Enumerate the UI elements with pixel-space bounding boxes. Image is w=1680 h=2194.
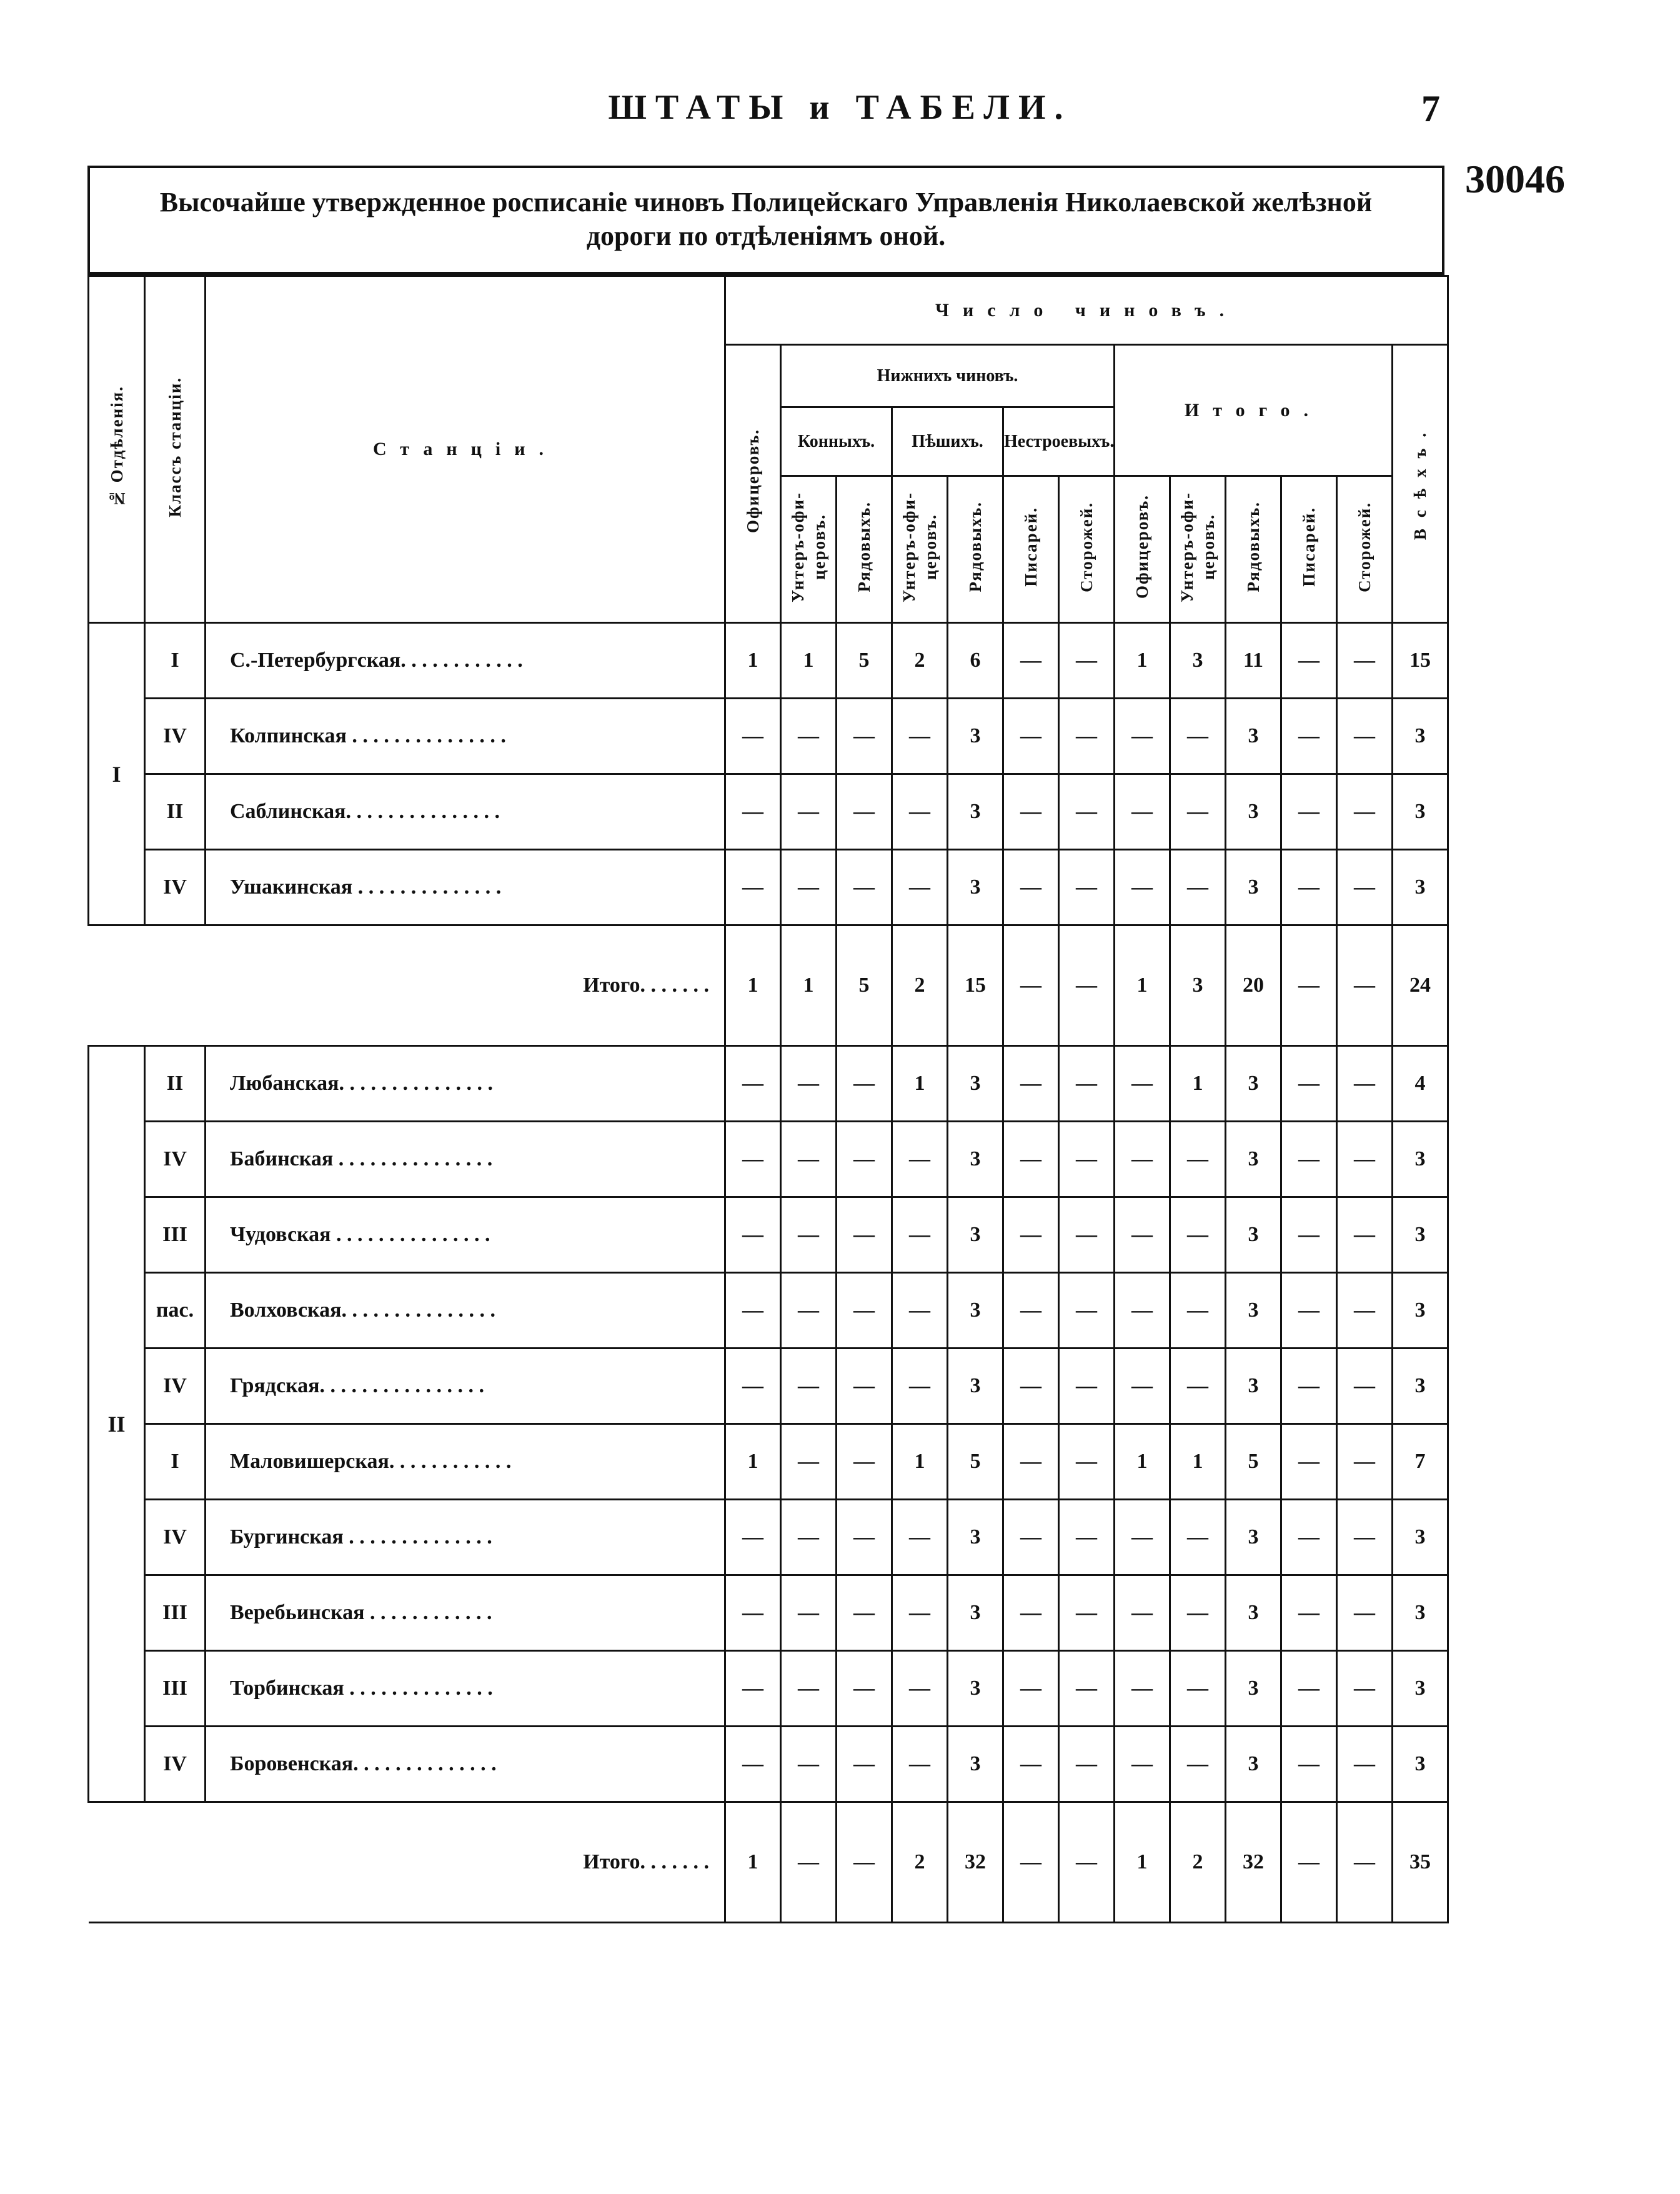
header-dept: № Отдѣленія. <box>89 276 145 623</box>
value-cell: — <box>1059 1122 1115 1197</box>
station-class: II <box>145 1046 206 1122</box>
value-cell: — <box>1115 699 1170 774</box>
value-cell: — <box>1003 1575 1059 1651</box>
running-head: ШТАТЫ и ТАБЕЛИ. <box>608 88 1072 127</box>
table-row <box>89 1424 1448 1500</box>
value-cell: 3 <box>1226 1122 1281 1197</box>
total-value-cell: 3 <box>1170 925 1226 1046</box>
station-name: Веребьинская . . . . . . . . . . . . <box>206 1575 725 1651</box>
value-cell: — <box>1059 1197 1115 1273</box>
total-value-cell: — <box>1003 925 1059 1046</box>
value-cell: 3 <box>1226 850 1281 925</box>
station-class: III <box>145 1575 206 1651</box>
stamp-number: 30046 <box>1465 157 1565 201</box>
value-cell: — <box>1281 623 1337 699</box>
value-cell: — <box>1115 1273 1170 1349</box>
total-value-cell: 15 <box>948 925 1003 1046</box>
value-cell: 1 <box>1170 1046 1226 1122</box>
value-cell: 1 <box>781 623 837 699</box>
value-cell: — <box>1337 1197 1393 1273</box>
value-cell: 4 <box>1393 1046 1448 1122</box>
value-cell: — <box>837 1273 892 1349</box>
value-cell: 1 <box>892 1046 948 1122</box>
header-mounted: Конныхъ. <box>781 407 892 476</box>
station-name: Грядская. . . . . . . . . . . . . . . . <box>206 1349 725 1424</box>
value-cell: — <box>892 1273 948 1349</box>
value-cell: 3 <box>1226 1046 1281 1122</box>
table-row <box>89 1349 1448 1424</box>
value-cell: 3 <box>1393 1197 1448 1273</box>
value-cell: 3 <box>948 1046 1003 1122</box>
value-cell: 5 <box>837 623 892 699</box>
value-cell: — <box>1170 699 1226 774</box>
value-cell: — <box>1115 1575 1170 1651</box>
station-name: Чудовская . . . . . . . . . . . . . . . <box>206 1197 725 1273</box>
value-cell: — <box>1170 1197 1226 1273</box>
value-cell: — <box>1003 1424 1059 1500</box>
value-cell: — <box>837 1424 892 1500</box>
value-cell: 3 <box>948 1122 1003 1197</box>
value-cell: 3 <box>1226 774 1281 850</box>
table-row <box>89 1575 1448 1651</box>
total-value-cell: 2 <box>892 1802 948 1923</box>
value-cell: — <box>781 850 837 925</box>
value-cell: — <box>892 1500 948 1575</box>
value-cell: — <box>1003 1651 1059 1727</box>
value-cell: — <box>781 1197 837 1273</box>
value-cell: — <box>1281 1500 1337 1575</box>
station-class: IV <box>145 699 206 774</box>
value-cell: — <box>1059 1424 1115 1500</box>
value-cell: — <box>1281 1727 1337 1802</box>
value-cell: 3 <box>948 1349 1003 1424</box>
value-cell: — <box>1337 1500 1393 1575</box>
value-cell: — <box>1281 1651 1337 1727</box>
value-cell: — <box>781 1424 837 1500</box>
table-row <box>89 1122 1448 1197</box>
value-cell: — <box>781 1500 837 1575</box>
value-cell: — <box>1170 1575 1226 1651</box>
value-cell: — <box>1281 1349 1337 1424</box>
total-value-cell: 24 <box>1393 925 1448 1046</box>
value-cell: — <box>1337 699 1393 774</box>
value-cell: 1 <box>1115 1424 1170 1500</box>
value-cell: — <box>1115 774 1170 850</box>
value-cell: 5 <box>1226 1424 1281 1500</box>
value-cell: — <box>725 1575 781 1651</box>
value-cell: — <box>1115 1122 1170 1197</box>
total-value-cell: 32 <box>1226 1802 1281 1923</box>
total-value-cell: — <box>1059 925 1115 1046</box>
total-value-cell: 1 <box>725 925 781 1046</box>
table-row <box>89 1197 1448 1273</box>
value-cell: — <box>1059 699 1115 774</box>
header-non-combat: Нестроевыхъ. <box>1003 407 1115 476</box>
value-cell: — <box>1170 1727 1226 1802</box>
total-value-cell: 1 <box>1115 1802 1170 1923</box>
value-cell: — <box>837 1727 892 1802</box>
station-class: III <box>145 1651 206 1727</box>
value-cell: — <box>781 1651 837 1727</box>
value-cell: — <box>1059 1349 1115 1424</box>
value-cell: — <box>1337 774 1393 850</box>
total-value-cell: — <box>1281 1802 1337 1923</box>
value-cell: — <box>1003 1500 1059 1575</box>
value-cell: 3 <box>1226 1273 1281 1349</box>
station-class: IV <box>145 850 206 925</box>
value-cell: — <box>1337 1727 1393 1802</box>
value-cell: — <box>837 699 892 774</box>
station-name: Бабинская . . . . . . . . . . . . . . . <box>206 1122 725 1197</box>
value-cell: 3 <box>1226 1651 1281 1727</box>
subheader-9: Писарей. <box>1281 476 1337 623</box>
value-cell: — <box>781 1273 837 1349</box>
value-cell: 3 <box>948 1651 1003 1727</box>
value-cell: — <box>725 1122 781 1197</box>
value-cell: — <box>1003 1349 1059 1424</box>
value-cell: — <box>781 1727 837 1802</box>
value-cell: 3 <box>948 1273 1003 1349</box>
value-cell: — <box>1281 1122 1337 1197</box>
station-class: I <box>145 623 206 699</box>
value-cell: — <box>837 774 892 850</box>
value-cell: 3 <box>1393 850 1448 925</box>
value-cell: 3 <box>948 1727 1003 1802</box>
station-class: пас. <box>145 1273 206 1349</box>
value-cell: — <box>1337 850 1393 925</box>
total-value-cell: — <box>1281 925 1337 1046</box>
value-cell: — <box>1337 1575 1393 1651</box>
value-cell: 3 <box>1226 1500 1281 1575</box>
total-value-cell: 35 <box>1393 1802 1448 1923</box>
total-value-cell: — <box>1337 925 1393 1046</box>
value-cell: 3 <box>1226 699 1281 774</box>
subheader-6: Офицеровъ. <box>1115 476 1170 623</box>
value-cell: — <box>1003 774 1059 850</box>
value-cell: — <box>1003 623 1059 699</box>
value-cell: — <box>1115 1197 1170 1273</box>
value-cell: — <box>725 774 781 850</box>
table-row <box>89 1046 1448 1122</box>
value-cell: — <box>781 1349 837 1424</box>
total-row <box>89 925 1448 1046</box>
value-cell: — <box>725 1500 781 1575</box>
value-cell: 1 <box>1115 623 1170 699</box>
station-name: Колпинская . . . . . . . . . . . . . . . <box>206 699 725 774</box>
value-cell: — <box>1337 1122 1393 1197</box>
value-cell: — <box>837 1197 892 1273</box>
subheader-10: Сторожей. <box>1337 476 1393 623</box>
value-cell: — <box>1059 1651 1115 1727</box>
subheader-4: Писарей. <box>1003 476 1059 623</box>
value-cell: — <box>1003 1197 1059 1273</box>
subheader-1: Рядовыхъ. <box>837 476 892 623</box>
header-lower-ranks: Нижнихъ чиновъ. <box>781 345 1115 407</box>
value-cell: 3 <box>1393 1273 1448 1349</box>
station-class: IV <box>145 1349 206 1424</box>
station-class: IV <box>145 1727 206 1802</box>
value-cell: — <box>1170 1500 1226 1575</box>
station-name: Саблинская. . . . . . . . . . . . . . . <box>206 774 725 850</box>
value-cell: — <box>837 1500 892 1575</box>
header-stations: Станціи. <box>206 276 725 623</box>
value-cell: — <box>1059 774 1115 850</box>
header-all: Всѣхъ. <box>1393 345 1448 623</box>
total-value-cell: 1 <box>725 1802 781 1923</box>
value-cell: — <box>781 1122 837 1197</box>
total-value-cell: 1 <box>1115 925 1170 1046</box>
station-name: Бургинская . . . . . . . . . . . . . . <box>206 1500 725 1575</box>
total-value-cell: 32 <box>948 1802 1003 1923</box>
value-cell: 7 <box>1393 1424 1448 1500</box>
value-cell: — <box>1059 1273 1115 1349</box>
subheader-2: Унтеръ-офи- церовъ. <box>892 476 948 623</box>
station-name: Ушакинская . . . . . . . . . . . . . . <box>206 850 725 925</box>
value-cell: — <box>1281 1046 1337 1122</box>
dept-number: II <box>89 1046 145 1802</box>
total-value-cell: — <box>781 1802 837 1923</box>
value-cell: — <box>892 850 948 925</box>
total-value-cell: — <box>1059 1802 1115 1923</box>
value-cell: 1 <box>725 1424 781 1500</box>
table-row <box>89 1500 1448 1575</box>
value-cell: 1 <box>725 623 781 699</box>
value-cell: — <box>892 1575 948 1651</box>
header-total-group: Итого. <box>1115 345 1393 476</box>
total-row <box>89 1802 1448 1923</box>
value-cell: 3 <box>1393 1575 1448 1651</box>
value-cell: — <box>837 1046 892 1122</box>
value-cell: — <box>1281 1575 1337 1651</box>
value-cell: 6 <box>948 623 1003 699</box>
total-value-cell: — <box>837 1802 892 1923</box>
value-cell: — <box>837 1349 892 1424</box>
total-value-cell: 1 <box>781 925 837 1046</box>
value-cell: 3 <box>1393 699 1448 774</box>
value-cell: — <box>1059 1575 1115 1651</box>
value-cell: — <box>1059 623 1115 699</box>
station-name: Маловишерская. . . . . . . . . . . . <box>206 1424 725 1500</box>
subheader-3: Рядовыхъ. <box>948 476 1003 623</box>
station-name: Любанская. . . . . . . . . . . . . . . <box>206 1046 725 1122</box>
value-cell: — <box>892 1197 948 1273</box>
value-cell: 3 <box>1393 1727 1448 1802</box>
total-value-cell: 2 <box>892 925 948 1046</box>
total-value-cell: — <box>1003 1802 1059 1923</box>
header-count-of-ranks: Число чиновъ. <box>725 276 1448 345</box>
station-name: Боровенская. . . . . . . . . . . . . . <box>206 1727 725 1802</box>
value-cell: — <box>1337 1424 1393 1500</box>
value-cell: — <box>892 1651 948 1727</box>
value-cell: 3 <box>1393 1122 1448 1197</box>
header-station-class: Классъ станціи. <box>145 276 206 623</box>
value-cell: — <box>1281 850 1337 925</box>
value-cell: — <box>837 1575 892 1651</box>
station-class: IV <box>145 1500 206 1575</box>
table-row <box>89 774 1448 850</box>
station-name: С.-Петербургская. . . . . . . . . . . . <box>206 623 725 699</box>
value-cell: — <box>725 1273 781 1349</box>
total-label: Итого. . . . . . . <box>89 925 725 1046</box>
value-cell: 3 <box>1226 1727 1281 1802</box>
value-cell: 3 <box>1226 1197 1281 1273</box>
value-cell: — <box>1170 850 1226 925</box>
table-row <box>89 850 1448 925</box>
value-cell: — <box>892 699 948 774</box>
page-number: 7 <box>1421 88 1440 129</box>
value-cell: — <box>725 1349 781 1424</box>
value-cell: — <box>892 774 948 850</box>
value-cell: 3 <box>948 850 1003 925</box>
value-cell: — <box>1281 1424 1337 1500</box>
value-cell: 3 <box>1393 1651 1448 1727</box>
value-cell: 2 <box>892 623 948 699</box>
total-value-cell: 5 <box>837 925 892 1046</box>
value-cell: 3 <box>948 774 1003 850</box>
value-cell: 5 <box>948 1424 1003 1500</box>
value-cell: — <box>837 850 892 925</box>
value-cell: — <box>1115 1727 1170 1802</box>
value-cell: — <box>725 1046 781 1122</box>
value-cell: 3 <box>1393 1500 1448 1575</box>
value-cell: 3 <box>948 699 1003 774</box>
value-cell: 3 <box>1393 774 1448 850</box>
value-cell: — <box>1059 850 1115 925</box>
value-cell: — <box>1337 1273 1393 1349</box>
subheader-0: Унтеръ-офи- церовъ. <box>781 476 837 623</box>
station-class: III <box>145 1197 206 1273</box>
subheader-7: Унтеръ-офи- церовъ. <box>1170 476 1226 623</box>
value-cell: 3 <box>1170 623 1226 699</box>
total-value-cell: 20 <box>1226 925 1281 1046</box>
value-cell: — <box>1170 1651 1226 1727</box>
value-cell: — <box>1059 1727 1115 1802</box>
value-cell: — <box>837 1122 892 1197</box>
value-cell: — <box>1003 699 1059 774</box>
value-cell: — <box>1115 1046 1170 1122</box>
value-cell: 3 <box>948 1500 1003 1575</box>
value-cell: — <box>1115 1651 1170 1727</box>
value-cell: — <box>725 1651 781 1727</box>
dept-number: I <box>89 623 145 925</box>
station-name: Волховская. . . . . . . . . . . . . . . <box>206 1273 725 1349</box>
value-cell: — <box>1115 850 1170 925</box>
value-cell: — <box>781 1575 837 1651</box>
value-cell: — <box>1003 1046 1059 1122</box>
value-cell: — <box>1281 774 1337 850</box>
subheader-8: Рядовыхъ. <box>1226 476 1281 623</box>
header-officers: Офицеровъ. <box>725 345 781 623</box>
value-cell: 3 <box>1393 1349 1448 1424</box>
value-cell: 11 <box>1226 623 1281 699</box>
header-foot: Пѣшихъ. <box>892 407 1003 476</box>
value-cell: — <box>1281 1273 1337 1349</box>
value-cell: — <box>1281 699 1337 774</box>
table-row <box>89 699 1448 774</box>
value-cell: — <box>1115 1349 1170 1424</box>
value-cell: — <box>1003 1273 1059 1349</box>
table-row <box>89 1273 1448 1349</box>
total-label: Итого. . . . . . . <box>89 1802 725 1923</box>
value-cell: — <box>1337 1046 1393 1122</box>
value-cell: — <box>1115 1500 1170 1575</box>
value-cell: 15 <box>1393 623 1448 699</box>
value-cell: — <box>892 1727 948 1802</box>
value-cell: — <box>1337 623 1393 699</box>
staff-table <box>87 275 1449 1923</box>
value-cell: — <box>892 1122 948 1197</box>
value-cell: — <box>725 1197 781 1273</box>
table-title: Высочайше утвержденное росписаніе чиновъ Полицейскаго Управленія Николаевской желѣзной дороги по отдѣленіямъ оной. <box>87 166 1444 275</box>
value-cell: 3 <box>948 1197 1003 1273</box>
station-class: IV <box>145 1122 206 1197</box>
table-row <box>89 623 1448 699</box>
value-cell: 1 <box>892 1424 948 1500</box>
value-cell: — <box>1170 1273 1226 1349</box>
value-cell: — <box>892 1349 948 1424</box>
value-cell: 3 <box>1226 1575 1281 1651</box>
value-cell: — <box>1059 1046 1115 1122</box>
value-cell: — <box>781 1046 837 1122</box>
value-cell: — <box>837 1651 892 1727</box>
value-cell: 3 <box>1226 1349 1281 1424</box>
table-row <box>89 1651 1448 1727</box>
value-cell: — <box>1059 1500 1115 1575</box>
station-class: II <box>145 774 206 850</box>
value-cell: — <box>725 699 781 774</box>
total-value-cell: 2 <box>1170 1802 1226 1923</box>
value-cell: 3 <box>948 1575 1003 1651</box>
value-cell: — <box>1003 1122 1059 1197</box>
value-cell: — <box>725 850 781 925</box>
value-cell: — <box>781 699 837 774</box>
value-cell: 1 <box>1170 1424 1226 1500</box>
value-cell: — <box>781 774 837 850</box>
value-cell: — <box>725 1727 781 1802</box>
value-cell: — <box>1170 774 1226 850</box>
station-name: Торбинская . . . . . . . . . . . . . . <box>206 1651 725 1727</box>
value-cell: — <box>1281 1197 1337 1273</box>
subheader-5: Сторожей. <box>1059 476 1115 623</box>
station-class: I <box>145 1424 206 1500</box>
value-cell: — <box>1170 1349 1226 1424</box>
table-row <box>89 1727 1448 1802</box>
value-cell: — <box>1170 1122 1226 1197</box>
total-value-cell: — <box>1337 1802 1393 1923</box>
value-cell: — <box>1337 1349 1393 1424</box>
value-cell: — <box>1003 1727 1059 1802</box>
value-cell: — <box>1337 1651 1393 1727</box>
value-cell: — <box>1003 850 1059 925</box>
